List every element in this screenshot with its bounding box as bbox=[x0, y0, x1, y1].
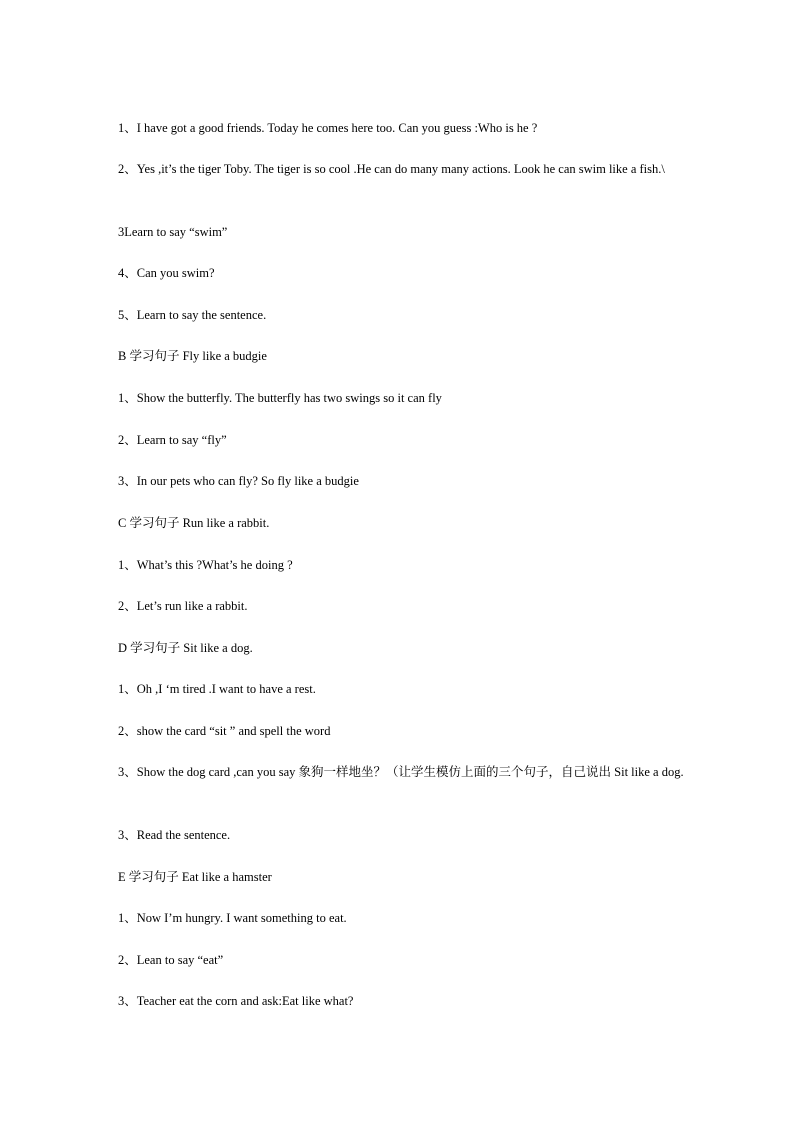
line-16: 3、Show the dog card ,can you say 象狗一样地坐？（让学生模仿上面的三个句子，自己说出 Sit like a dog. bbox=[118, 765, 684, 779]
line-14: 1、Oh ,I ‘m tired .I want to have a rest. bbox=[118, 682, 316, 696]
line-02: 2、Yes ,it’s the tiger Toby. The tiger is so cool .He can do many many actions. Look he can swim like a fish.\ bbox=[118, 162, 665, 176]
line-20: 2、Lean to say “eat” bbox=[118, 953, 224, 967]
line-21: 3、Teacher eat the corn and ask:Eat like what? bbox=[118, 994, 354, 1008]
line-07: 1、Show the butterfly. The butterfly has two swings so it can fly bbox=[118, 391, 442, 405]
line-03: 3Learn to say “swim” bbox=[118, 225, 228, 239]
section-e-heading: E 学习句子 Eat like a hamster bbox=[118, 870, 272, 884]
section-c-heading: C 学习句子 Run like a rabbit. bbox=[118, 516, 270, 530]
line-08: 2、Learn to say “fly” bbox=[118, 433, 227, 447]
line-05: 5、Learn to say the sentence. bbox=[118, 308, 267, 322]
line-19: 1、Now I’m hungry. I want something to eat. bbox=[118, 911, 347, 925]
line-12: 2、Let’s run like a rabbit. bbox=[118, 599, 248, 613]
line-17: 3、Read the sentence. bbox=[118, 828, 231, 842]
section-d-heading: D 学习句子 Sit like a dog. bbox=[118, 641, 253, 655]
section-b-heading: B 学习句子 Fly like a budgie bbox=[118, 349, 267, 363]
line-15: 2、show the card “sit ” and spell the word bbox=[118, 724, 331, 738]
line-01: 1、I have got a good friends. Today he comes here too. Can you guess :Who is he ? bbox=[118, 121, 538, 135]
line-09: 3、In our pets who can fly? So fly like a budgie bbox=[118, 474, 359, 488]
line-04: 4、Can you swim? bbox=[118, 266, 215, 280]
line-11: 1、What’s this ?What’s he doing ? bbox=[118, 558, 293, 572]
